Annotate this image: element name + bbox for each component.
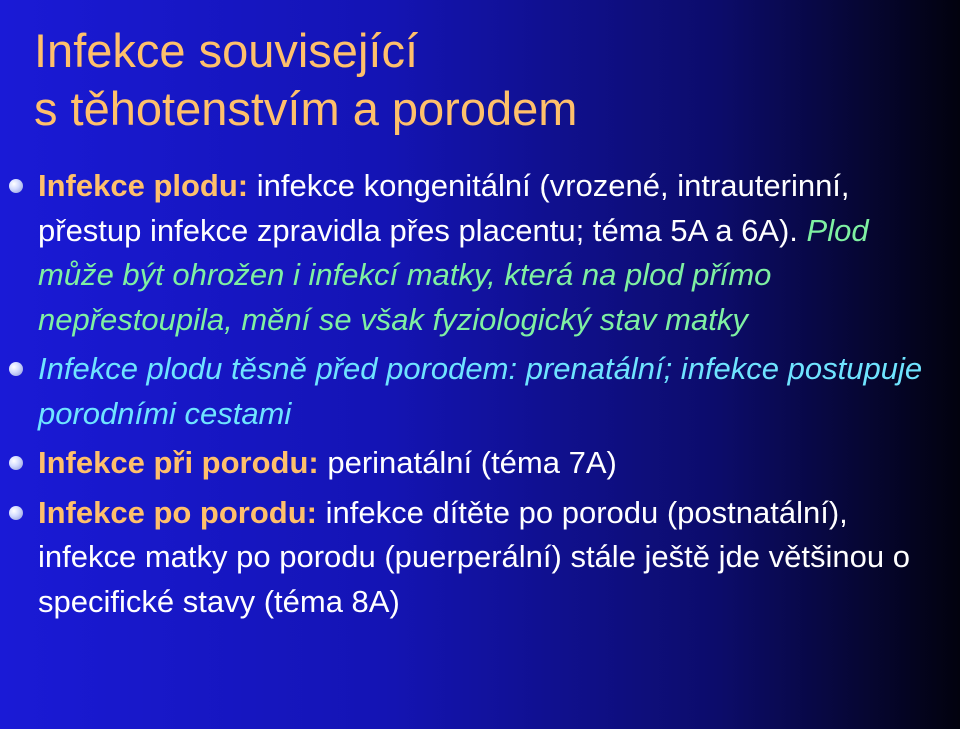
slide-title [34, 22, 577, 138]
bullet-text-infection-before-birth: Infekce plodu těsně před porodem: prenatální; infekce postupuje porodními cestami [38, 351, 923, 431]
slide-title-line-2: s těhotenstvím a porodem [34, 82, 578, 135]
bullet-dot-icon [9, 179, 23, 193]
bullet-item-infection-fetus [0, 164, 960, 342]
bullet-lead-infection-during-birth: Infekce při porodu: [38, 445, 319, 480]
bullet-note-infection-fetus: Plod může být ohrožen i infekcí matky, která na plod přímo nepřestoupila, mění se však fyziologický stav matky [38, 212, 869, 337]
bullet-dot-icon [9, 456, 23, 470]
bullet-text-infection-after-birth: infekce dítěte po porodu (postnatální), infekce matky po porodu (puerperální) stále ještě jde většinou o specifické stavy (téma 8A) [38, 494, 910, 619]
slide-title-line-1: Infekce související [34, 24, 419, 77]
bullet-lead-infection-fetus: Infekce plodu: [38, 168, 249, 203]
bullet-text-infection-fetus: infekce kongenitální (vrozené, intrauterinní, přestup infekce zpravidla přes placentu; téma 5A a 6A). [38, 168, 850, 248]
bullet-lead-infection-after-birth: Infekce po porodu: [38, 494, 317, 530]
bullet-text-infection-during-birth: perinatální (téma 7A) [318, 445, 617, 480]
bullet-item-infection-after-birth [0, 491, 960, 625]
bullet-dot-icon [9, 362, 23, 376]
bullet-item-infection-during-birth [0, 441, 960, 486]
bullet-list [0, 164, 960, 624]
bullet-dot-icon [9, 506, 23, 520]
bullet-item-infection-before-birth [0, 347, 960, 436]
